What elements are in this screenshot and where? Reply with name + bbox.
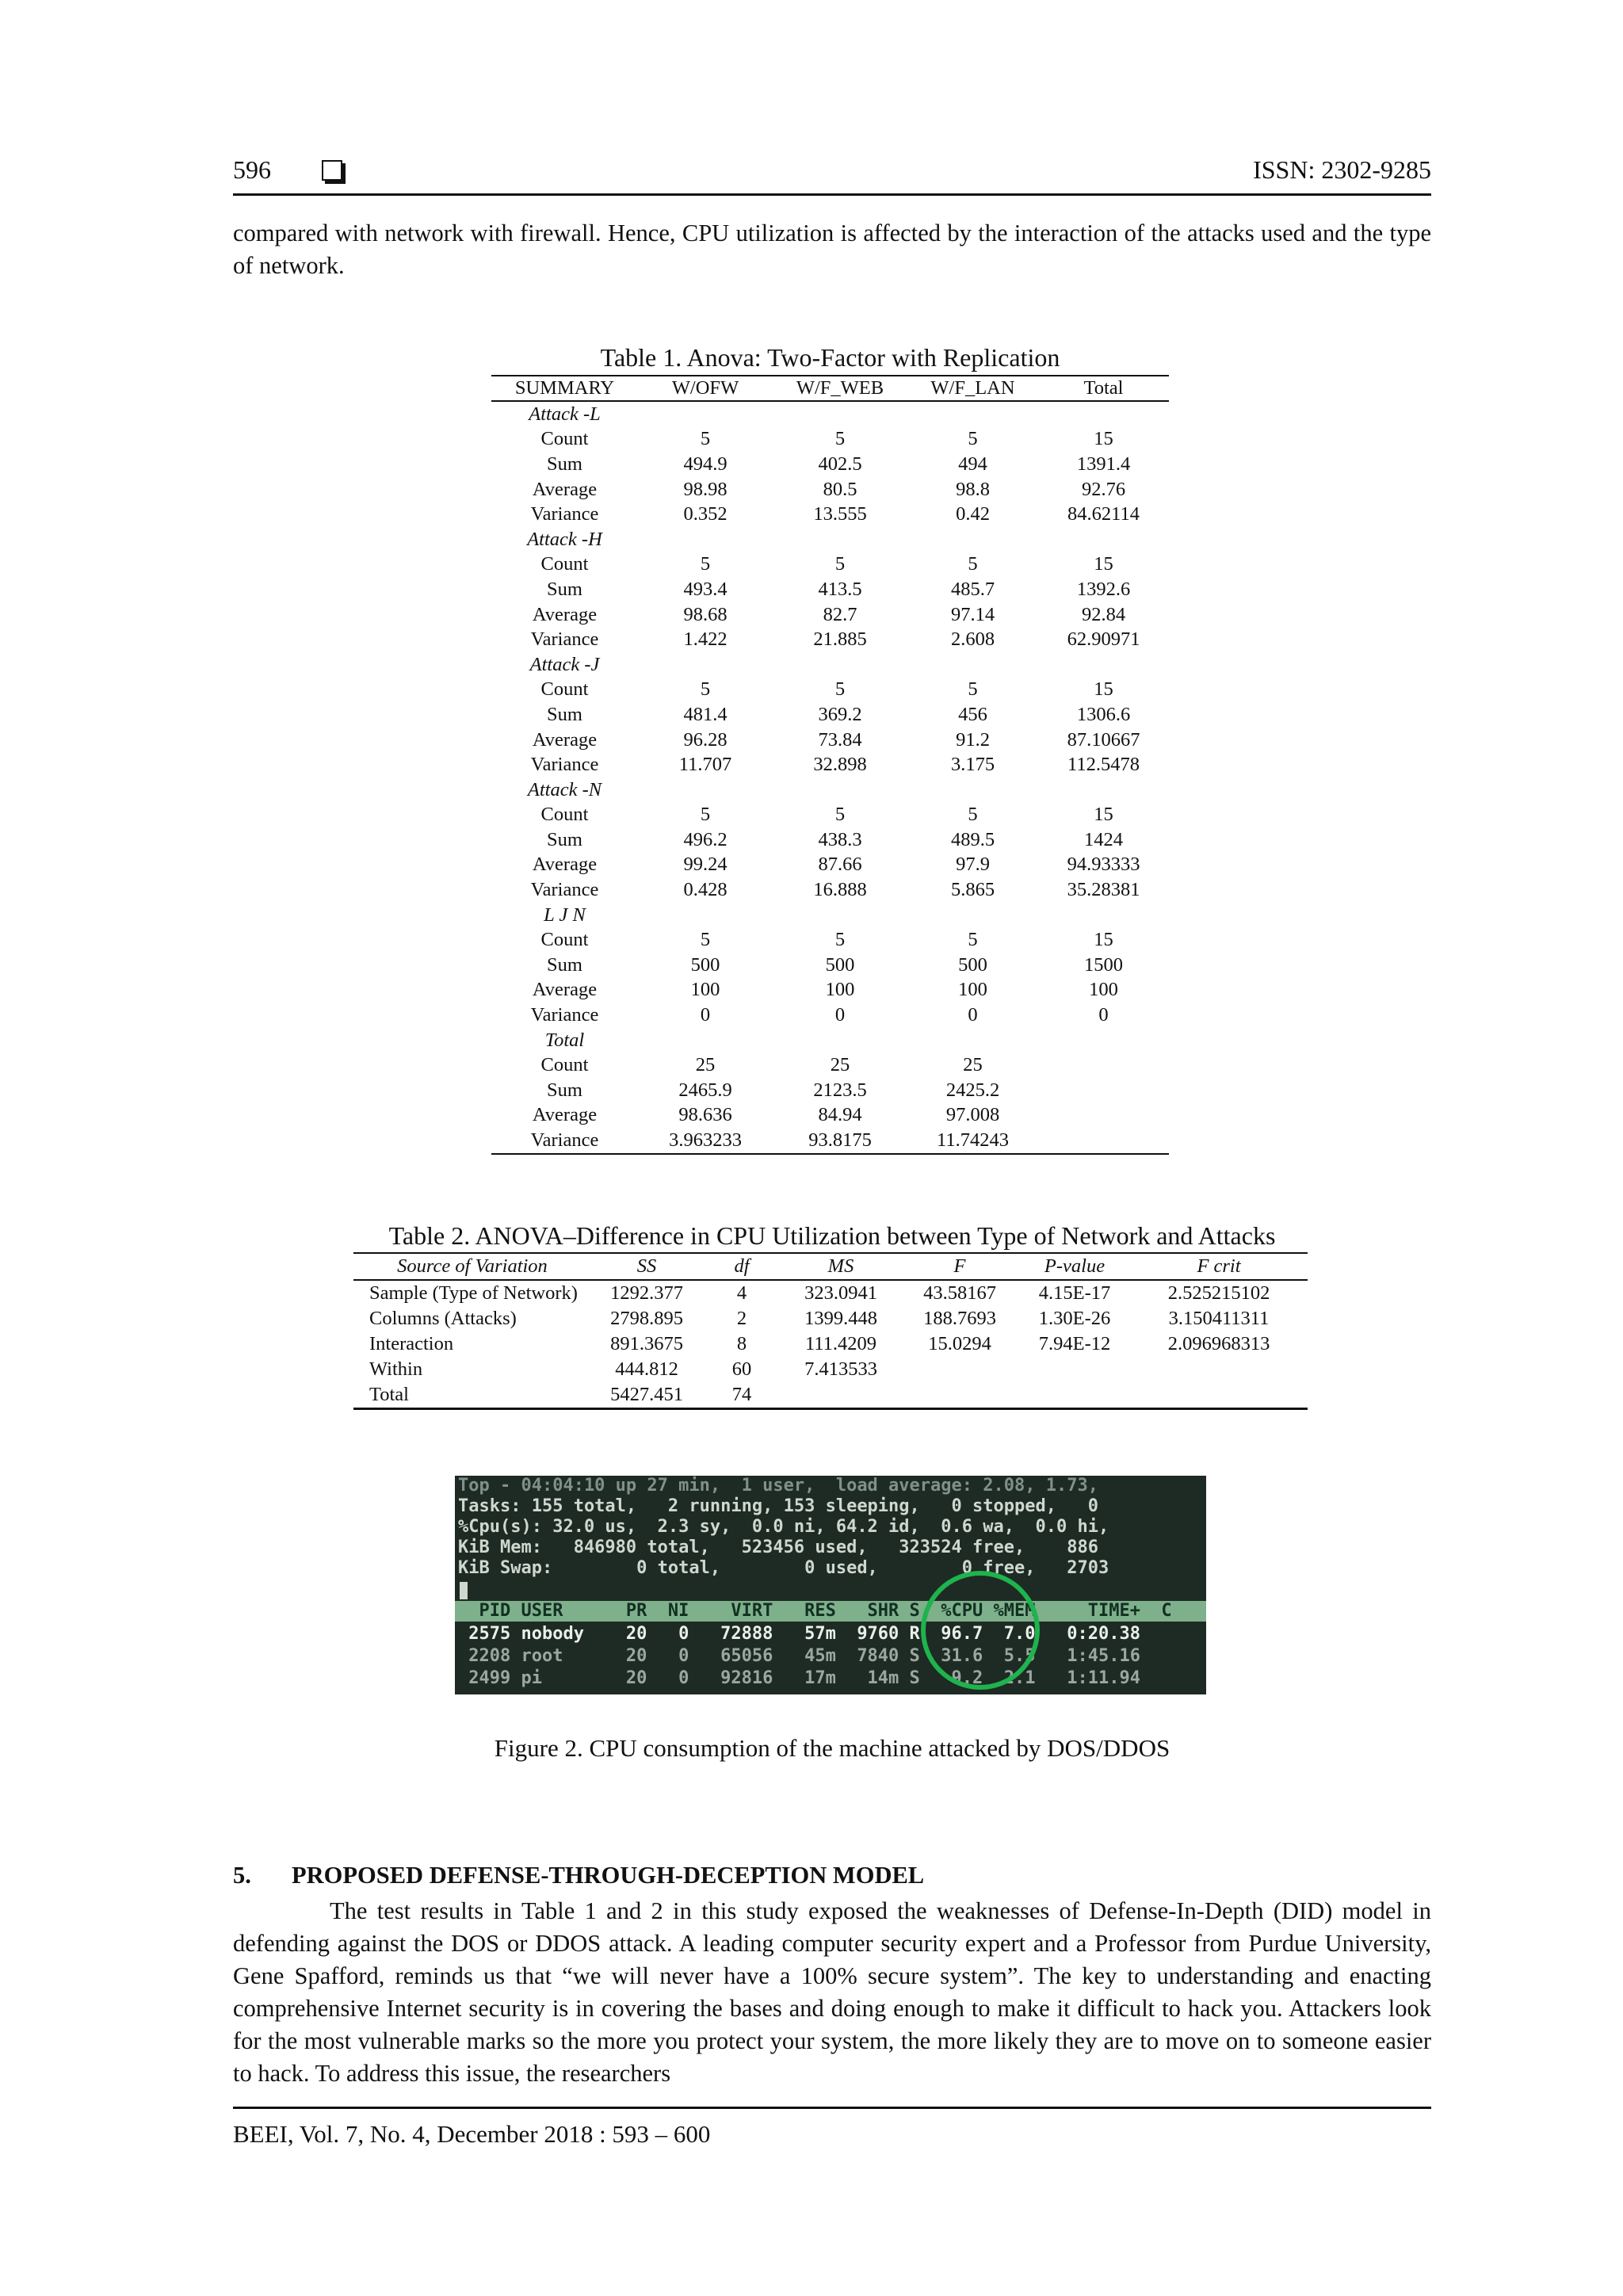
table1-group-row: [491, 401, 1169, 427]
table1-cell: 500: [825, 953, 855, 976]
table1-cell: 25: [830, 1054, 850, 1076]
table1-cell: 2465.9: [678, 1079, 732, 1101]
table1-row: [491, 1103, 1169, 1129]
table2-cell: 2.525215102: [1167, 1282, 1270, 1304]
table1-row: [491, 803, 1169, 828]
table1-cell: 15: [1094, 929, 1113, 951]
table1-cell: [773, 652, 907, 678]
table1-cell: 11.707: [678, 754, 732, 776]
table1-cell: 5: [700, 428, 711, 450]
table2-cell: 188.7693: [923, 1308, 996, 1329]
table1-cell: 1424: [1084, 828, 1123, 850]
table1-cell: [638, 652, 773, 678]
table1-cell: 25: [695, 1054, 716, 1076]
table1-cell: 5: [968, 929, 978, 951]
table1-header-cell: Total: [1038, 376, 1169, 401]
table1-group-label: Attack -J: [529, 653, 600, 675]
table1-cell: 0: [968, 1004, 978, 1026]
process-row: 2499 pi 20 0 92816 17m 14m S 9.2 2.1 1:11.94: [458, 1668, 1140, 1688]
table1-cell: Count: [540, 553, 589, 575]
table1-cell: 15: [1094, 553, 1113, 575]
table1-cell: 87.10667: [1067, 728, 1140, 751]
table1-cell: 1500: [1084, 953, 1123, 976]
table1-cell: 2425.2: [945, 1079, 1000, 1101]
page-header: [233, 155, 1431, 196]
table1-group-row: [491, 1028, 1169, 1053]
table1-cell: 5.865: [950, 879, 995, 901]
table1-cell: [907, 652, 1038, 678]
table1-row: [491, 627, 1169, 652]
terminal-line: Top - 04:04:10 up 27 min, 1 user, load average: 2.08, 1.73,: [458, 1476, 1098, 1496]
table1-cell: 92.76: [1081, 478, 1126, 500]
table1-cell: [638, 1028, 773, 1053]
table2-header-cell: F: [900, 1253, 1019, 1280]
table2-cell: 4.15E-17: [1038, 1282, 1111, 1304]
table1-cell: [638, 527, 773, 552]
table1-cell: Count: [540, 804, 589, 826]
table1-cell: 92.84: [1081, 603, 1126, 625]
table1-row: [491, 927, 1169, 953]
table1-cell: [773, 527, 907, 552]
table1-cell: 84.94: [818, 1104, 862, 1126]
table1-cell: Count: [540, 929, 589, 951]
table1-caption: Table 1. Anova: Two-Factor with Replication: [600, 343, 1060, 372]
table1-cell: 496.2: [683, 828, 727, 850]
table1-cell: Variance: [530, 1004, 599, 1026]
table1-header-row: [491, 376, 1169, 401]
table1-cell: [1038, 652, 1169, 678]
table1-cell: 98.68: [683, 603, 727, 625]
table1-cell: [773, 1028, 907, 1053]
issn: ISSN: 2302-9285: [1253, 155, 1431, 184]
table1-row: [491, 702, 1169, 728]
table2-cell: Sample (Type of Network): [369, 1282, 578, 1304]
table1-cell: 1.422: [683, 628, 727, 651]
table2-cell: [900, 1382, 1019, 1409]
table1-cell: 369.2: [818, 703, 862, 725]
table1-cell: 94.93333: [1067, 854, 1140, 876]
table1-cell: [773, 903, 907, 928]
table2-cell: [900, 1357, 1019, 1382]
table1-cell: Count: [540, 428, 589, 450]
page-footer: [233, 2107, 1431, 2149]
table1-cell: 1306.6: [1076, 703, 1131, 725]
table2-cell: 111.4209: [804, 1333, 877, 1354]
table1-cell: 438.3: [818, 828, 862, 850]
table1-cell: 489.5: [950, 828, 995, 850]
table1-header-cell: SUMMARY: [491, 376, 638, 401]
table1-cell: Average: [532, 603, 598, 625]
table1-header-cell: W/OFW: [638, 376, 773, 401]
table2-cell: 4: [736, 1282, 747, 1304]
table1-cell: 5: [968, 804, 978, 826]
table1-cell: 2.608: [950, 628, 995, 651]
table1-cell: [907, 903, 1038, 928]
table1-row: [491, 877, 1169, 903]
table1-cell: Sum: [547, 703, 582, 725]
table2-header-cell: MS: [781, 1253, 900, 1280]
table1-cell: Variance: [491, 1128, 638, 1154]
table1-cell: 96.28: [683, 728, 727, 751]
table1-cell: 13.555: [813, 503, 867, 525]
table1-cell: 98.636: [678, 1104, 732, 1126]
table1-group-label: Attack -L: [529, 403, 601, 425]
table1-cell: 35.28381: [1067, 879, 1140, 901]
table1-cell: 5: [834, 678, 846, 701]
table1-cell: 5: [700, 678, 711, 701]
table1-cell: [638, 401, 773, 427]
table1-cell: 5: [700, 553, 711, 575]
table1-group-row: [491, 527, 1169, 552]
table1-cell: 3.963233: [638, 1128, 773, 1154]
terminal-line: KiB Swap: 0 total, 0 used, 0 free, 2703: [458, 1558, 1109, 1578]
table1-cell: Average: [532, 478, 598, 500]
table1-row: [491, 678, 1169, 703]
table2-header-cell: F crit: [1130, 1253, 1308, 1280]
table1-cell: 5: [834, 804, 846, 826]
table1-cell: Average: [532, 728, 598, 751]
table1-cell: Count: [540, 1054, 589, 1076]
cpu-highlight-circle: [921, 1571, 1040, 1690]
table1-cell: Sum: [547, 828, 582, 850]
table1-cell: 15: [1094, 678, 1113, 701]
table1-cell: [907, 401, 1038, 427]
table1-cell: [1038, 1128, 1169, 1154]
section-heading: [233, 1862, 924, 1889]
table2-cell: 15.0294: [928, 1333, 991, 1354]
table1-cell: 5: [968, 428, 978, 450]
table1-row: [491, 1052, 1169, 1078]
table1-cell: 1392.6: [1076, 578, 1131, 600]
table1-cell: 100: [958, 979, 987, 1001]
terminal-line: KiB Mem: 846980 total, 523456 used, 323524 free, 886: [458, 1538, 1098, 1557]
table1-cell: 62.90971: [1067, 628, 1140, 651]
table1-cell: 5: [968, 678, 978, 701]
table1-cell: Variance: [530, 628, 599, 651]
table2-cell: 43.58167: [923, 1282, 996, 1304]
process-row: 2208 root 20 0 65056 45m 7840 S 31.6 5.5 1:45.16: [458, 1646, 1140, 1666]
table1-row: [491, 827, 1169, 853]
table1-cell: Sum: [547, 578, 582, 600]
table2-caption: Table 2. ANOVA–Difference in CPU Utilization between Type of Network and Attacks: [388, 1221, 1276, 1250]
table1-cell: 97.14: [950, 603, 995, 625]
table1-cell: [1038, 1028, 1169, 1053]
table1-cell: 0.352: [683, 503, 727, 525]
table1-cell: 100: [690, 979, 720, 1001]
table1-cell: Variance: [530, 754, 599, 776]
table1-row: [491, 502, 1169, 527]
table1-cell: [1038, 1103, 1169, 1129]
table1-cell: 3.175: [950, 754, 995, 776]
table1-cell: [1038, 777, 1169, 803]
table2-header-cell: df: [702, 1253, 781, 1280]
process-table-header: PID USER PR NI VIRT RES SHR S %CPU %MEM TIME+ C: [455, 1601, 1206, 1622]
table2-row: [353, 1306, 1308, 1331]
table1-cell: 100: [1089, 979, 1118, 1001]
table1-cell: 15: [1094, 428, 1113, 450]
table1-cell: 11.74243: [907, 1128, 1038, 1154]
table2-header-cell: SS: [591, 1253, 702, 1280]
table1-cell: [1038, 527, 1169, 552]
table1-row: [491, 552, 1169, 578]
table1-cell: 5: [968, 553, 978, 575]
process-row: 2575 nobody 20 0 72888 57m 9760 R 96.7 7.0 0:20.38: [458, 1624, 1140, 1644]
table1-cell: Sum: [547, 1079, 582, 1101]
table1-cell: 5: [700, 929, 711, 951]
table2-cell: Columns (Attacks): [369, 1308, 517, 1329]
table1-cell: 91.2: [956, 728, 990, 751]
table1-row: [491, 452, 1169, 477]
table1-cell: 25: [963, 1054, 983, 1076]
table1-row: [491, 602, 1169, 628]
figure-caption: Figure 2. CPU consumption of the machine attacked by DOS/DDOS: [494, 1734, 1170, 1762]
section-title: PROPOSED DEFENSE-THROUGH-DECEPTION MODEL: [292, 1862, 925, 1889]
table2-cell: 323.0941: [804, 1282, 877, 1304]
table1-cell: 0.42: [956, 503, 990, 525]
table1-cell: Sum: [547, 453, 582, 475]
table1-cell: [1038, 1052, 1169, 1078]
table1-cell: 5: [834, 929, 846, 951]
table1-cell: 15: [1094, 804, 1113, 826]
table1-cell: 1391.4: [1076, 453, 1131, 475]
table1-cell: Average: [532, 854, 598, 876]
table1-row: [491, 978, 1169, 1003]
table1-cell: 2123.5: [813, 1079, 867, 1101]
table1-cell: 494: [958, 453, 987, 475]
page-number: 596: [233, 155, 271, 184]
table1-cell: 97.008: [945, 1104, 1000, 1126]
table2-cell: 5427.451: [591, 1382, 702, 1409]
table1-cell: 32.898: [813, 754, 867, 776]
table2-cell: 1.30E-26: [1038, 1308, 1111, 1329]
table1-cell: Variance: [530, 879, 599, 901]
table2-cell: 891.3675: [610, 1333, 683, 1354]
table1-cell: 481.4: [683, 703, 727, 725]
table1-group-label: Attack -N: [527, 778, 602, 800]
table1-cell: 0: [700, 1004, 711, 1026]
table1-cell: Variance: [530, 503, 599, 525]
table2-cell: 3.150411311: [1168, 1308, 1270, 1329]
table2-row: [353, 1382, 1308, 1409]
figure-terminal-screenshot: [455, 1476, 1206, 1694]
table2-cell: 2.096968313: [1167, 1333, 1270, 1354]
table1-cell: Average: [532, 979, 598, 1001]
square-bullet-icon: [322, 160, 342, 181]
table2-cell: 60: [731, 1358, 752, 1380]
table1-group-label: Attack -H: [527, 528, 602, 550]
table1-cell: 0.428: [683, 879, 727, 901]
table1-cell: 93.8175: [773, 1128, 907, 1154]
table1-cell: 87.66: [818, 854, 862, 876]
table1-cell: 99.24: [683, 854, 727, 876]
table1-cell: 456: [958, 703, 987, 725]
terminal-line: %Cpu(s): 32.0 us, 2.3 sy, 0.0 ni, 64.2 id, 0.6 wa, 0.0 hi,: [458, 1517, 1109, 1537]
table1-cell: [638, 903, 773, 928]
table1-header-cell: W/F_LAN: [907, 376, 1038, 401]
table1-group-row: [491, 903, 1169, 928]
table2-cell: [781, 1382, 900, 1409]
table1-cell: [1038, 401, 1169, 427]
table1-cell: 16.888: [813, 879, 867, 901]
table2-cell: Total: [353, 1382, 591, 1409]
table1-cell: 413.5: [818, 578, 862, 600]
table2-cell: Within: [369, 1358, 423, 1380]
table1-cell: 112.5478: [1067, 754, 1140, 776]
table1-cell: 494.9: [683, 453, 727, 475]
table1-cell: 84.62114: [1067, 503, 1140, 525]
table1-cell: 80.5: [823, 478, 857, 500]
footer-citation: BEEI, Vol. 7, No. 4, December 2018 : 593 – 600: [233, 2120, 711, 2148]
table2-cell: 1399.448: [804, 1308, 877, 1329]
table1-cell: 100: [825, 979, 855, 1001]
table1-cell: 493.4: [683, 578, 727, 600]
terminal-line: Tasks: 155 total, 2 running, 153 sleeping, 0 stopped, 0: [458, 1496, 1098, 1516]
table2: [353, 1252, 1308, 1410]
table2-cell: [1130, 1382, 1308, 1409]
table1-row: [491, 477, 1169, 502]
table2-cell: 7.94E-12: [1038, 1333, 1111, 1354]
table1-cell: 82.7: [823, 603, 857, 625]
table1: [491, 375, 1169, 1155]
table1-cell: [907, 527, 1038, 552]
table2-cell: 444.812: [615, 1358, 678, 1380]
table1-cell: [907, 777, 1038, 803]
section-number: 5.: [233, 1862, 251, 1889]
table1-cell: [773, 401, 907, 427]
table1-row: [491, 953, 1169, 978]
table1-row: [491, 752, 1169, 777]
table1-cell: 97.9: [956, 854, 990, 876]
table2-cell: 7.413533: [804, 1358, 877, 1380]
table2-cell: 2798.895: [610, 1308, 683, 1329]
table1-cell: 500: [690, 953, 720, 976]
table1-row: [491, 1128, 1169, 1154]
table2-cell: 2: [736, 1308, 747, 1329]
table1-cell: 21.885: [813, 628, 867, 651]
table2-cell: [1130, 1357, 1308, 1382]
table1-cell: 500: [958, 953, 987, 976]
table2-header-cell: P-value: [1019, 1253, 1130, 1280]
table2-cell: Interaction: [369, 1333, 454, 1354]
table1-cell: 5: [700, 804, 711, 826]
table1-cell: Sum: [547, 953, 582, 976]
table1-cell: 0: [834, 1004, 846, 1026]
table2-cell: 8: [736, 1333, 747, 1354]
table1-cell: 73.84: [818, 728, 862, 751]
table2-header-cell: Source of Variation: [353, 1253, 591, 1280]
table1-group-row: [491, 777, 1169, 803]
table1-cell: 98.98: [683, 478, 727, 500]
table1-row: [491, 427, 1169, 453]
table2-row: [353, 1331, 1308, 1357]
section-paragraph: The test results in Table 1 and 2 in this study exposed the weaknesses of Defense-In-Depth (DID) model in defending against the DOS or DDOS attack. A leading computer security expert and a Professor from Purdue University, Gene Spafford, reminds us that “we will never have a 100% secure system”. The key to understanding and enacting comprehensive Internet security is in covering the bases and doing enough to make it difficult to hack you. Attackers look for the most vulnerable marks so the more you protect your system, the more likely they are to move on to someone easier to hack. To address this issue, the researchers: [233, 1897, 1431, 2087]
table1-header-cell: W/F_WEB: [773, 376, 907, 401]
intro-paragraph: compared with network with firewall. Hence, CPU utilization is affected by the interaction of the attacks used and the type of network.: [233, 220, 1431, 279]
table1-row: [491, 577, 1169, 602]
table1-cell: [907, 1028, 1038, 1053]
table2-row: [353, 1280, 1308, 1306]
table1-cell: 5: [834, 553, 846, 575]
table2-cell: 1292.377: [610, 1282, 683, 1304]
table1-cell: [638, 777, 773, 803]
terminal-cursor: [460, 1582, 468, 1599]
table2-header-row: [353, 1253, 1308, 1280]
table1-group-label: Total: [544, 1029, 585, 1051]
table1-cell: [1038, 903, 1169, 928]
table1-group-label: L J N: [544, 904, 586, 926]
table1-row: [491, 1078, 1169, 1103]
table1-row: [491, 853, 1169, 878]
table1-cell: 98.8: [956, 478, 990, 500]
table1-cell: [1038, 1078, 1169, 1103]
table1-cell: 0: [1098, 1004, 1109, 1026]
table1-row: [491, 728, 1169, 753]
table2-cell: [1019, 1357, 1130, 1382]
table1-cell: Count: [540, 678, 589, 701]
table1-group-row: [491, 652, 1169, 678]
table1-cell: [773, 777, 907, 803]
table1-cell: 5: [834, 428, 846, 450]
table1-cell: Average: [532, 1104, 598, 1126]
table2-row: [353, 1357, 1308, 1382]
table1-cell: 485.7: [950, 578, 995, 600]
table2-cell: [1019, 1382, 1130, 1409]
table1-cell: 402.5: [818, 453, 862, 475]
table2-cell: 74: [702, 1382, 781, 1409]
table1-row: [491, 1003, 1169, 1028]
